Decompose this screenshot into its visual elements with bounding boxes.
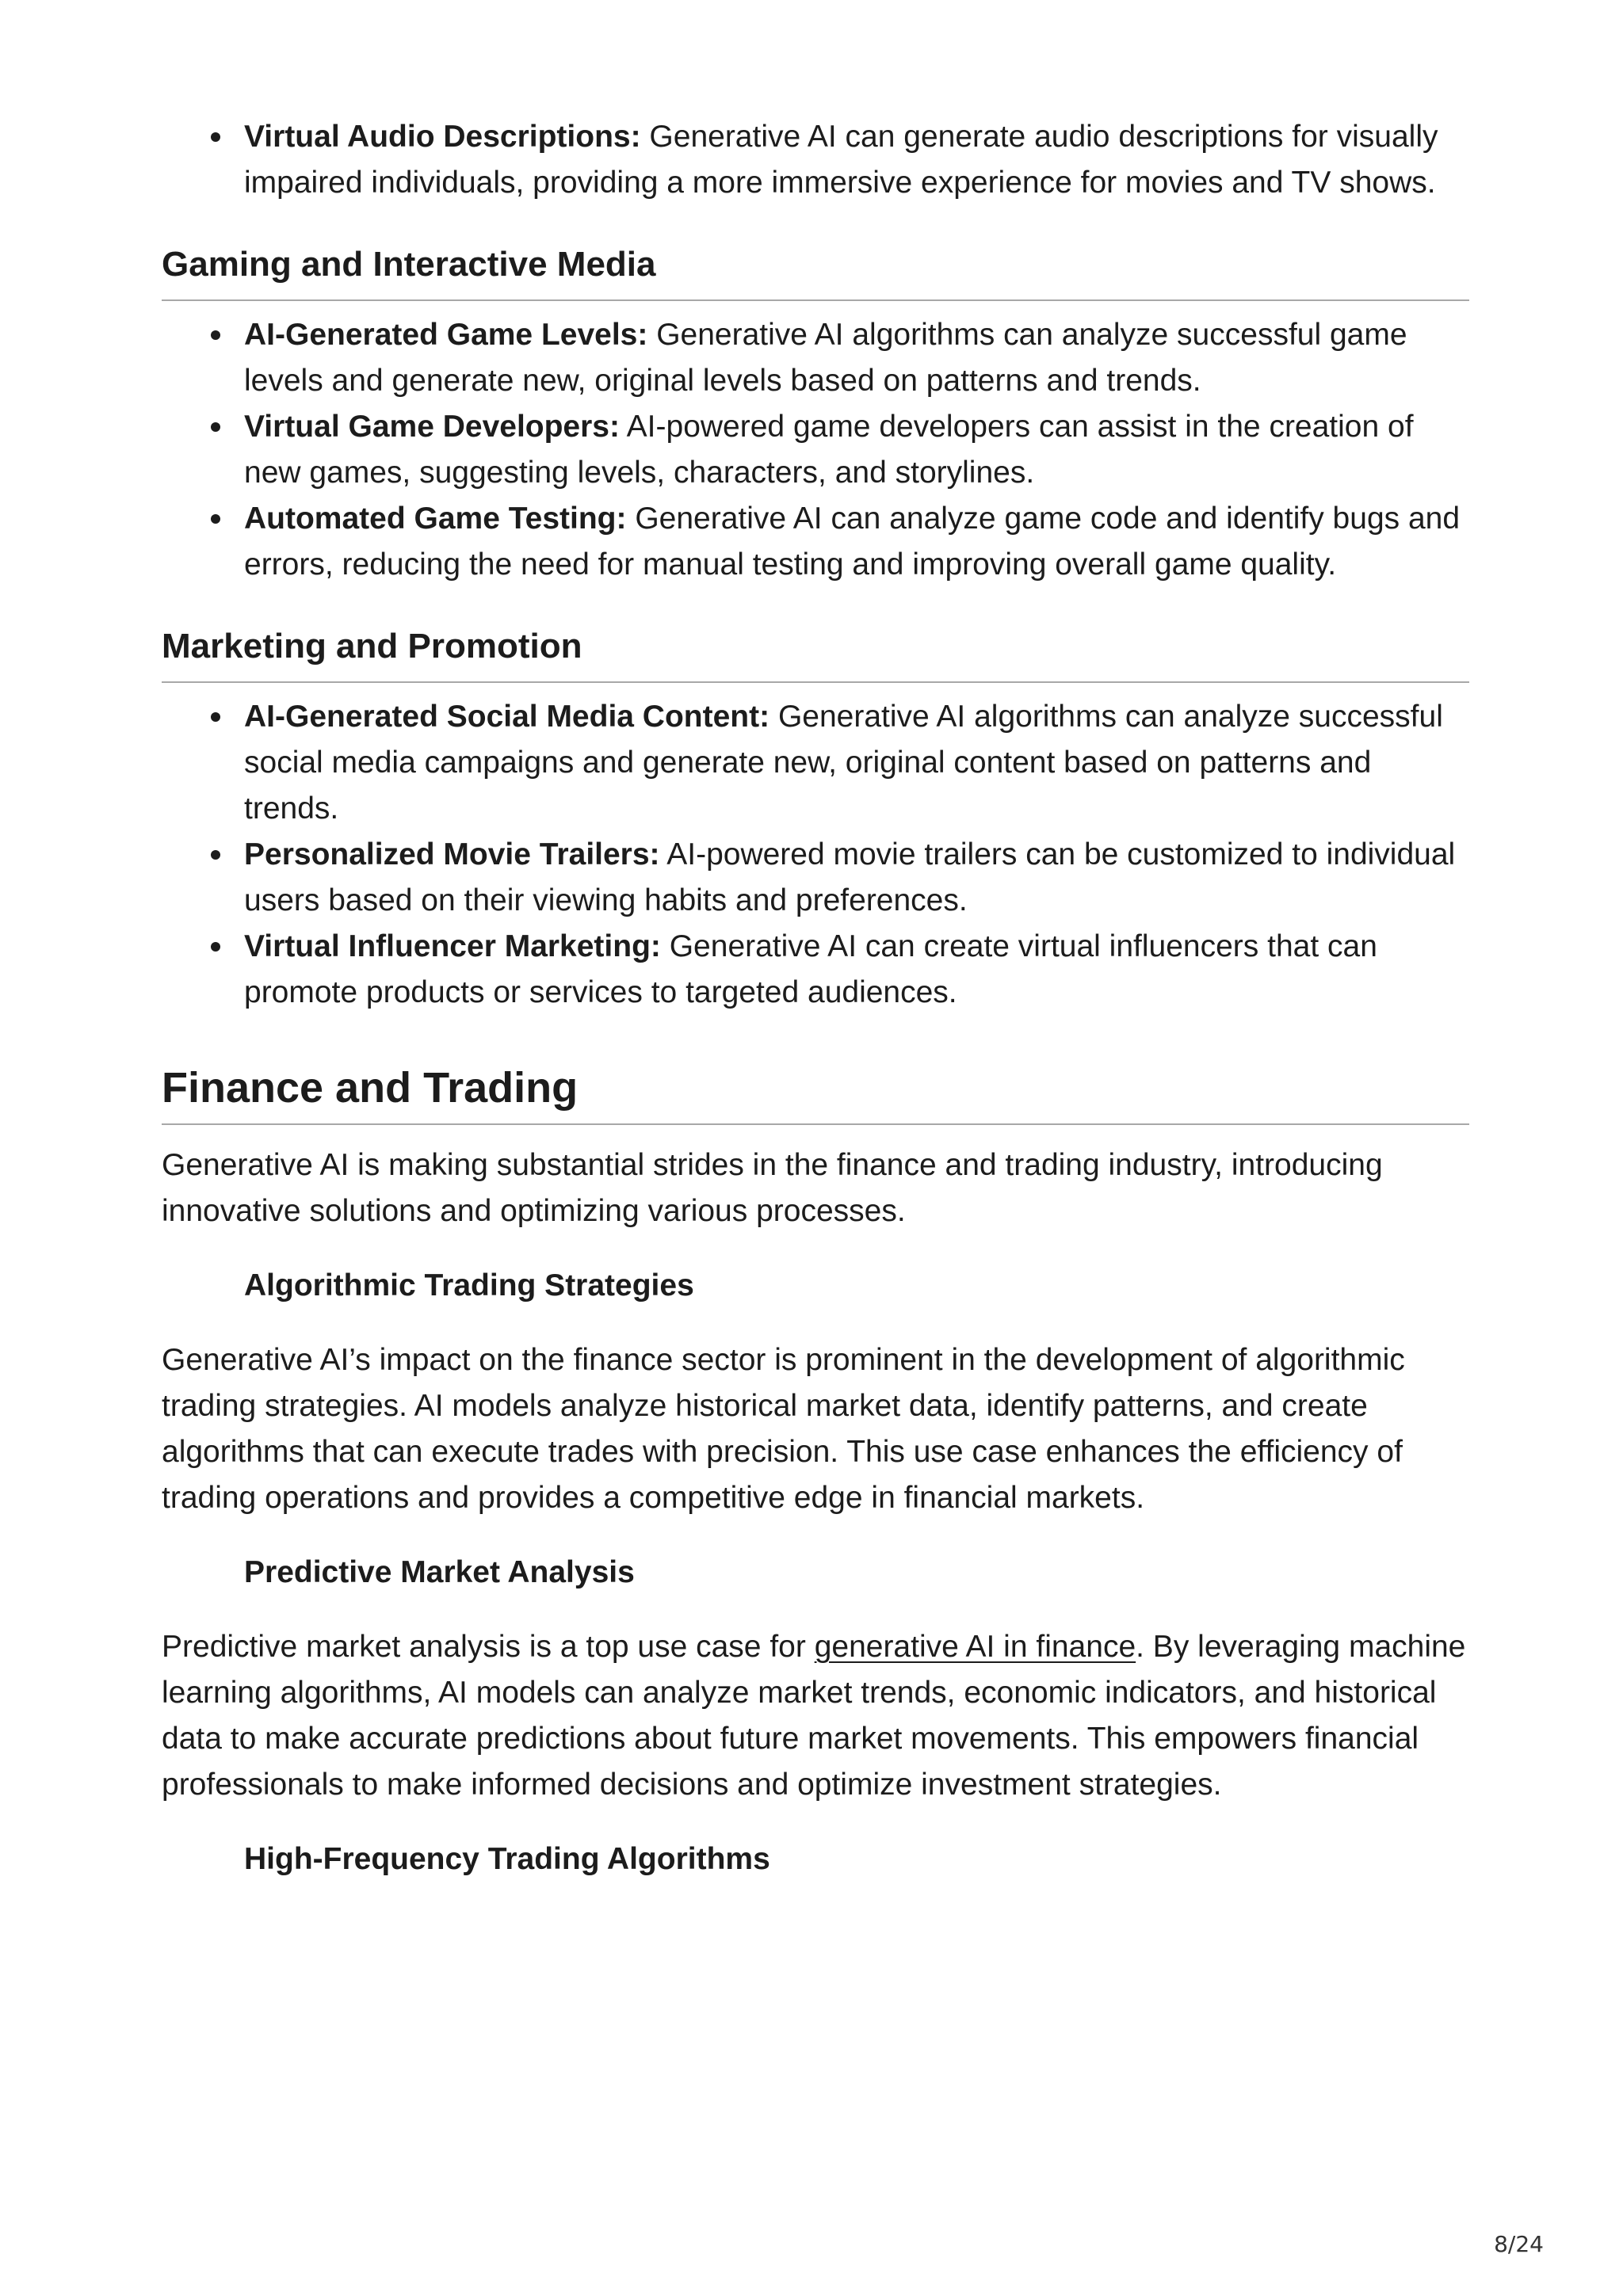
bullet-icon xyxy=(211,514,220,524)
list-item-desc: AI-powered movie trailers can be customized to individual users based on their viewing habits and preferences. xyxy=(244,837,1456,917)
list-item xyxy=(162,832,1469,924)
list-item xyxy=(162,496,1469,588)
list-item-desc: Generative AI algorithms can analyze successful game levels and generate new, original levels based on patterns and trends. xyxy=(244,318,1407,398)
top-list xyxy=(162,114,1469,206)
list-item xyxy=(162,404,1469,496)
bullet-icon xyxy=(211,330,220,340)
generative-ai-in-finance-link[interactable]: generative AI in finance xyxy=(814,1630,1136,1664)
gaming-list xyxy=(162,312,1469,588)
list-item-term: AI-Generated Game Levels: xyxy=(244,318,648,352)
algorithmic-trading-text: Generative AI’s impact on the finance sector is prominent in the development of algorithmic trading strategies. AI models analyze historical market data, identify patterns, and create algorithms that can execute trades with precision. This use case enhances the efficiency of trading operations and provides a competitive edge in financial markets. xyxy=(162,1343,1405,1515)
section-heading-finance: Finance and Trading xyxy=(162,1063,1469,1125)
section-heading-marketing: Marketing and Promotion xyxy=(162,626,1469,683)
subheading-high-frequency-trading: High-Frequency Trading Algorithms xyxy=(244,1842,770,1876)
predictive-text-before: Predictive market analysis is a top use case for xyxy=(162,1630,815,1664)
list-item-term: Automated Game Testing: xyxy=(244,502,627,536)
list-item xyxy=(162,114,1469,206)
section-heading-gaming: Gaming and Interactive Media xyxy=(162,244,1469,301)
list-item-term: Virtual Influencer Marketing: xyxy=(244,929,661,963)
marketing-list xyxy=(162,694,1469,1016)
list-item-term: Virtual Game Developers: xyxy=(244,410,620,444)
subheading-algorithmic-trading: Algorithmic Trading Strategies xyxy=(244,1268,694,1302)
list-item xyxy=(162,924,1469,1016)
list-item-term: AI-Generated Social Media Content: xyxy=(244,700,770,734)
subheading-predictive-analysis: Predictive Market Analysis xyxy=(244,1555,635,1589)
list-item-desc: Generative AI can create virtual influencers that can promote products or services to targeted audiences. xyxy=(244,929,1377,1009)
predictive-analysis-text xyxy=(162,1624,1469,1808)
finance-intro: Generative AI is making substantial strides in the finance and trading industry, introducing innovative solutions and optimizing various processes. xyxy=(162,1148,1383,1228)
list-item-desc: Generative AI algorithms can analyze successful social media campaigns and generate new, original content based on patterns and trends. xyxy=(244,700,1443,826)
list-item xyxy=(162,312,1469,404)
list-item-desc: Generative AI can generate audio descriptions for visually impaired individuals, providing a more immersive experience for movies and TV shows. xyxy=(244,120,1438,200)
list-item-term: Virtual Audio Descriptions: xyxy=(244,120,641,154)
page-content xyxy=(162,114,1469,1882)
page-number: 8/24 xyxy=(1494,2231,1544,2257)
list-item-term: Personalized Movie Trailers: xyxy=(244,837,660,871)
list-item-desc: Generative AI can analyze game code and identify bugs and errors, reducing the need for manual testing and improving overall game quality. xyxy=(244,502,1461,582)
bullet-icon xyxy=(211,132,220,142)
bullet-icon xyxy=(211,850,220,860)
bullet-icon xyxy=(211,942,220,952)
bullet-icon xyxy=(211,422,220,432)
list-item-desc: AI-powered game developers can assist in the creation of new games, suggesting levels, characters, and storylines. xyxy=(244,410,1414,490)
predictive-text-after: . By leveraging machine learning algorithms, AI models can analyze market trends, economic indicators, and historical data to make accurate predictions about future market movements. This empowers financial professionals to make informed decisions and optimize investment strategies. xyxy=(162,1630,1466,1802)
bullet-icon xyxy=(211,712,220,722)
list-item xyxy=(162,694,1469,832)
